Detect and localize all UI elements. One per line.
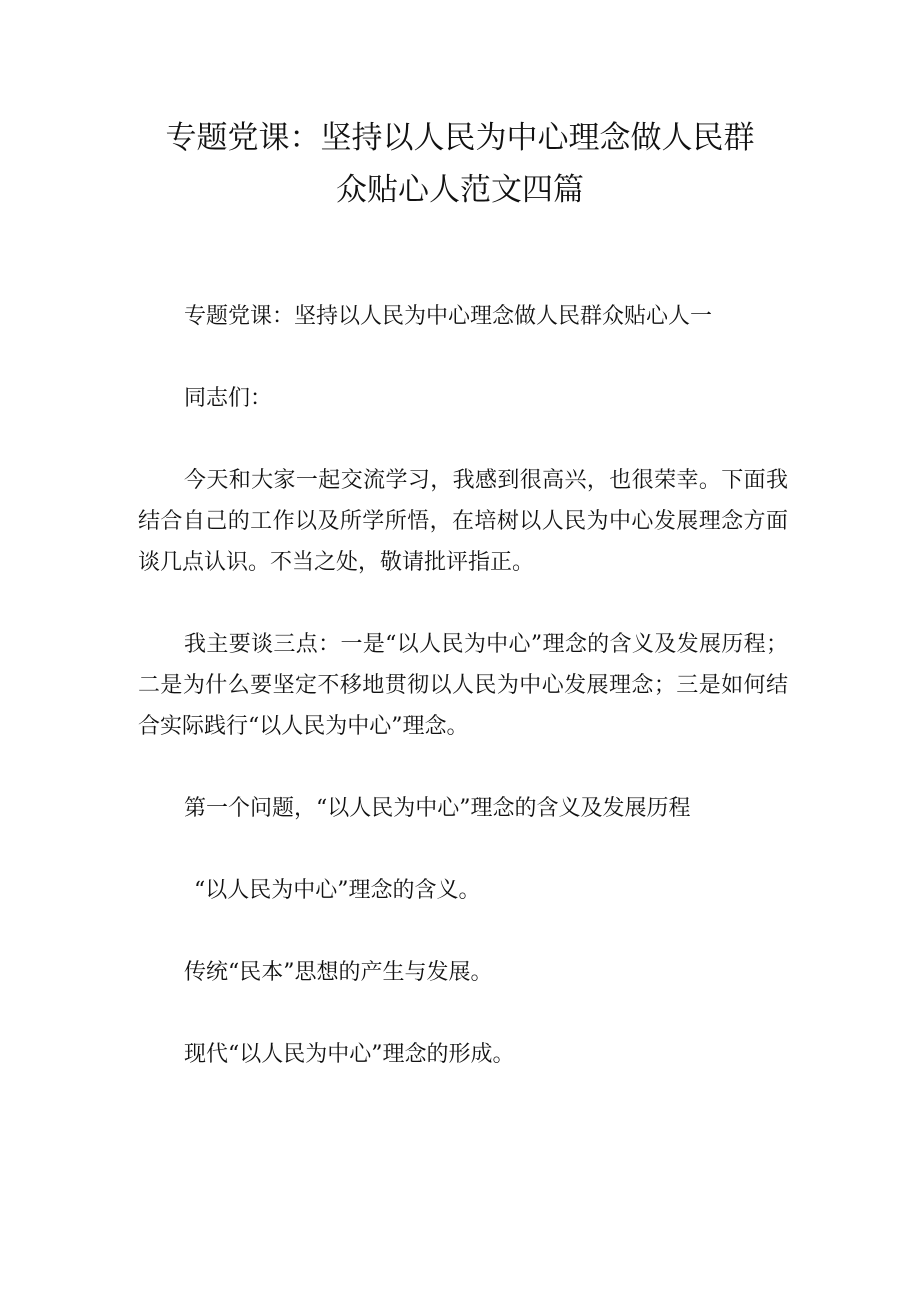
paragraph-outline: 我主要谈三点：一是“以人民为中心”理念的含义及发展历程；二是为什么要坚定不移地贯彻以人民为中心发展理念；三是如何结合实际践行“以人民为中心”理念。 xyxy=(138,632,788,739)
paragraph-traditional: 传统“民本”思想的产生与发展。 xyxy=(184,960,493,985)
paragraph-meaning: “以人民为中心”理念的含义。 xyxy=(194,878,481,903)
paragraph-modern: 现代“以人民为中心”理念的形成。 xyxy=(184,1042,515,1067)
title-line-2: 众贴心人范文四篇 xyxy=(336,172,584,208)
paragraph-lesson-heading: 专题党课：坚持以人民为中心理念做人民群众贴心人一 xyxy=(184,304,713,329)
paragraph-first-question: 第一个问题，“以人民为中心”理念的含义及发展历程 xyxy=(184,796,691,821)
document-title xyxy=(140,112,780,216)
paragraph-salutation: 同志们： xyxy=(184,386,273,411)
title-line-1: 专题党课：坚持以人民为中心理念做人民群 xyxy=(165,120,755,156)
paragraph-opening: 今天和大家一起交流学习，我感到很高兴，也很荣幸。下面我结合自己的工作以及所学所悟，在培树以人民为中心发展理念方面谈几点认识。不当之处，敬请批评指正。 xyxy=(138,468,788,575)
